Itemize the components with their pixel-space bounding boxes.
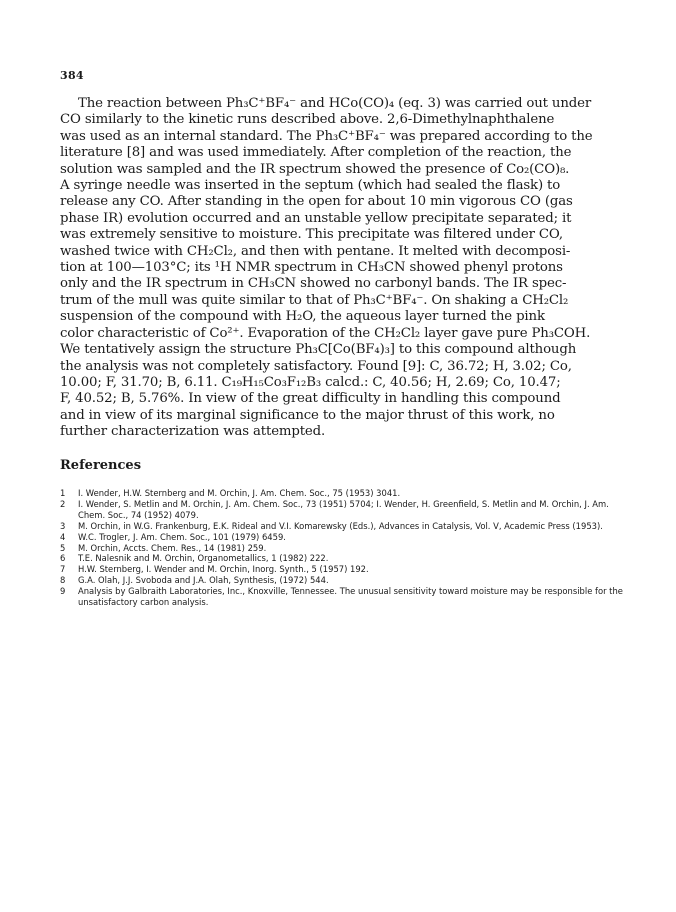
page-number: 384: [60, 69, 84, 82]
reference-text: H.W. Sternberg, I. Wender and M. Orchin, Inorg. Synth., 5 (1957) 192.: [78, 564, 369, 575]
body-line: We tentatively assign the structure Ph₃C[Co(BF₄)₃] to this compound although: [60, 342, 577, 358]
body-line: was extremely sensitive to moisture. This precipitate was filtered under CO,: [60, 227, 563, 243]
body-line: washed twice with CH₂Cl₂, and then with pentane. It melted with decomposi-: [60, 243, 571, 259]
body-line: tion at 100—103°C; its ¹H NMR spectrum in CH₃CN showed phenyl protons: [60, 260, 563, 276]
body-line: only and the IR spectrum in CH₃CN showed no carbonyl bands. The IR spec-: [60, 276, 567, 292]
reference-item: [60, 532, 626, 543]
reference-number: 8: [60, 575, 66, 586]
reference-number: 5: [60, 542, 66, 553]
reference-number: 7: [60, 564, 66, 575]
body-paragraph: [60, 96, 626, 441]
reference-number: 9: [60, 586, 66, 597]
body-line: literature [8] and was used immediately. After completion of the reaction, the: [60, 145, 572, 161]
body-line: trum of the mull was quite similar to that of Ph₃C⁺BF₄⁻. On shaking a CH₂Cl₂: [60, 292, 569, 308]
reference-item: [60, 575, 626, 586]
references-list: [60, 488, 626, 608]
body-line: was used as an internal standard. The Ph₃C⁺BF₄⁻ was prepared according to the: [60, 128, 593, 144]
reference-text: I. Wender, S. Metlin and M. Orchin, J. Am. Chem. Soc., 73 (1951) 5704; I. Wender, H. Greenfield, S. Metlin and M. Orchin, J. Am. Chem. Soc., 74 (1952) 4079.: [78, 498, 609, 520]
body-line: further characterization was attempted.: [60, 424, 326, 440]
reference-item: [60, 553, 626, 564]
reference-number: 4: [60, 531, 66, 542]
reference-number: 1: [60, 488, 66, 498]
reference-text: M. Orchin, Accts. Chem. Res., 14 (1981) 259.: [78, 542, 267, 553]
reference-item: [60, 499, 626, 521]
reference-item: [60, 564, 626, 575]
reference-text: T.E. Nalesnik and M. Orchin, Organometallics, 1 (1982) 222.: [78, 553, 329, 564]
reference-number: 2: [60, 498, 66, 509]
body-line: the analysis was not completely satisfactory. Found [9]: C, 36.72; H, 3.02; Co,: [60, 358, 572, 374]
reference-item: [60, 521, 626, 532]
body-line: 10.00; F, 31.70; B, 6.11. C₁₉H₁₅Co₃F₁₂B₃ calcd.: C, 40.56; H, 2.69; Co, 10.47;: [60, 374, 561, 390]
body-line: suspension of the compound with H₂O, the aqueous layer turned the pink: [60, 309, 545, 325]
body-line: solution was sampled and the IR spectrum showed the presence of Co₂(CO)₈.: [60, 161, 570, 177]
reference-text: W.C. Trogler, J. Am. Chem. Soc., 101 (1979) 6459.: [78, 531, 286, 542]
body-line: release any CO. After standing in the open for about 10 min vigorous CO (gas: [60, 194, 573, 210]
reference-text: G.A. Olah, J.J. Svoboda and J.A. Olah, Synthesis, (1972) 544.: [78, 575, 329, 586]
reference-text: M. Orchin, in W.G. Frankenburg, E.K. Rideal and V.I. Komarewsky (Eds.), Advances in Catalysis, Vol. V, Academic Press (1953).: [78, 520, 603, 531]
body-line: and in view of its marginal significance to the major thrust of this work, no: [60, 407, 555, 423]
reference-item: [60, 543, 626, 554]
reference-text: I. Wender, H.W. Sternberg and M. Orchin, J. Am. Chem. Soc., 75 (1953) 3041.: [78, 488, 401, 498]
body-line: CO similarly to the kinetic runs described above. 2,6-Dimethylnaphthalene: [60, 112, 555, 128]
body-line: F, 40.52; B, 5.76%. In view of the great difficulty in handling this compound: [60, 391, 561, 407]
reference-item: [60, 488, 626, 499]
body-line: color characteristic of Co²⁺. Evaporation of the CH₂Cl₂ layer gave pure Ph₃COH.: [60, 325, 591, 341]
body-line: A syringe needle was inserted in the septum (which had sealed the flask) to: [60, 178, 561, 194]
body-line: The reaction between Ph₃C⁺BF₄⁻ and HCo(CO)₄ (eq. 3) was carried out under: [78, 96, 592, 111]
reference-text: Analysis by Galbraith Laboratories, Inc., Knoxville, Tennessee. The unusual sensitivity toward moisture may be responsible for the unsatisfactory carbon analysis.: [78, 586, 623, 608]
reference-number: 6: [60, 553, 66, 564]
references-heading: References: [60, 458, 142, 473]
reference-item: [60, 586, 626, 608]
reference-number: 3: [60, 520, 66, 531]
body-line: phase IR) evolution occurred and an unstable yellow precipitate separated; it: [60, 210, 572, 226]
